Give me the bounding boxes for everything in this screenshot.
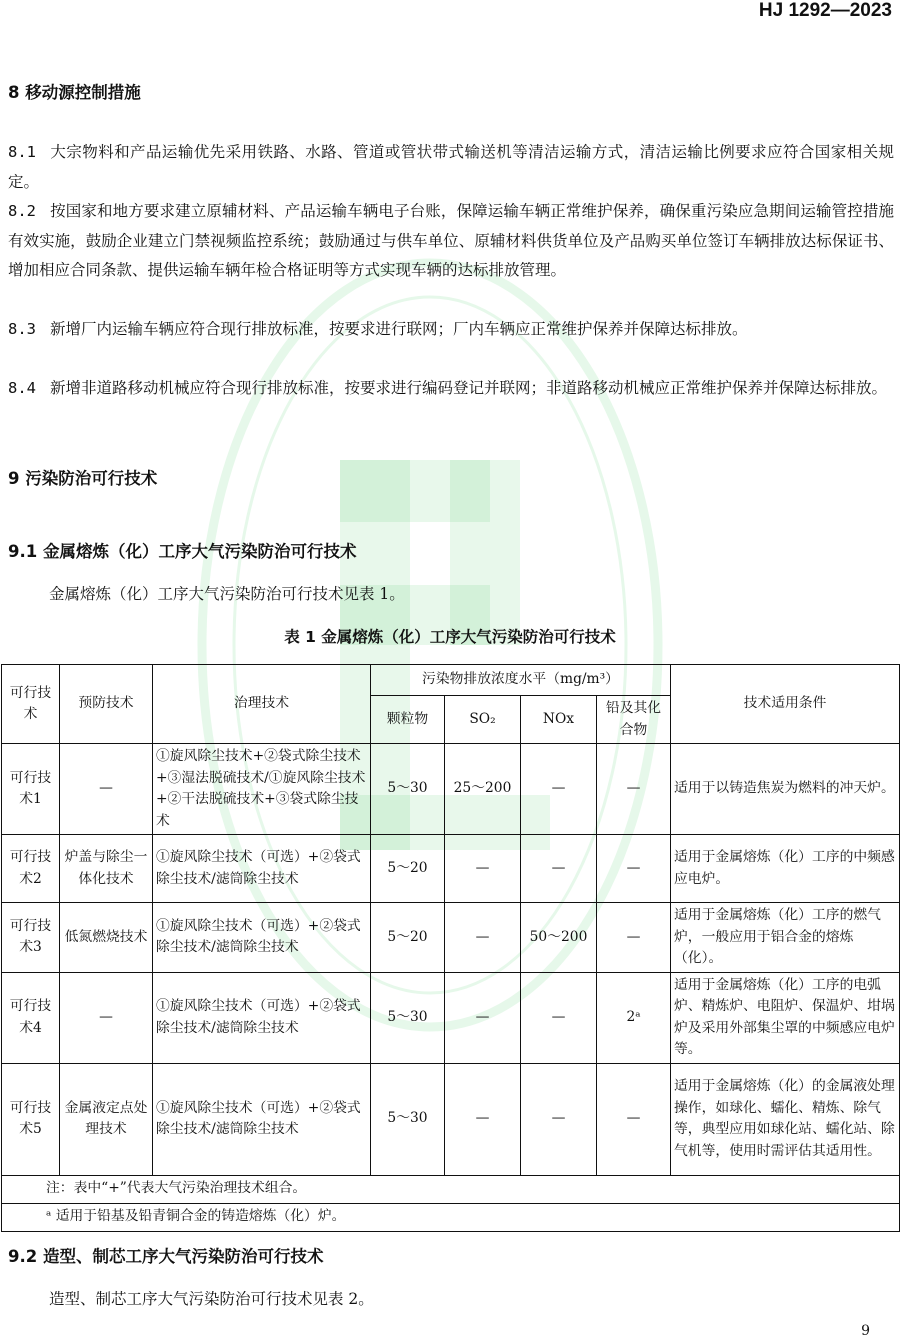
section-8-heading: 8 移动源控制措施 bbox=[8, 83, 141, 102]
table-1-caption: 表 1 金属熔炼（化）工序大气污染防治可行技术 bbox=[284, 628, 616, 646]
clause-number: 8.4 bbox=[8, 379, 36, 397]
header-so2: SO₂ bbox=[445, 696, 521, 744]
row-so2: 25～200 bbox=[445, 744, 521, 835]
row-name: 可行技术4 bbox=[2, 972, 60, 1063]
header-lead: 铅及其化合物 bbox=[597, 696, 671, 744]
table-note: 注：表中“+”代表大气污染治理技术组合。 bbox=[2, 1175, 900, 1203]
clause-text: 新增厂内运输车辆应符合现行排放标准，按要求进行联网；厂内车辆应正常维护保养并保障达标排放。 bbox=[50, 320, 748, 338]
table-header-row bbox=[2, 665, 900, 696]
row-so2: — bbox=[445, 972, 521, 1063]
row-conditions: 适用于金属熔炼（化）工序的电弧炉、精炼炉、电阻炉、保温炉、坩埚炉及采用外部集尘罩的中频感应电炉等。 bbox=[671, 972, 900, 1063]
row-nox: — bbox=[521, 972, 597, 1063]
clause-8-2 bbox=[8, 197, 894, 286]
clause-text: 大宗物料和产品运输优先采用铁路、水路、管道或管状带式输送机等清洁运输方式，清洁运输比例要求应符合国家相关规定。 bbox=[8, 143, 894, 191]
table-note-row bbox=[2, 1175, 900, 1203]
row-nox: — bbox=[521, 1063, 597, 1175]
header-particulate: 颗粒物 bbox=[371, 696, 445, 744]
row-particulate: 5～30 bbox=[371, 744, 445, 835]
row-prevention: 金属液定点处理技术 bbox=[60, 1063, 153, 1175]
clause-number: 8.3 bbox=[8, 320, 36, 338]
clause-number: 8.1 bbox=[8, 143, 36, 161]
header-applicable-conditions: 技术适用条件 bbox=[671, 665, 900, 744]
row-so2: — bbox=[445, 1063, 521, 1175]
page-number: 9 bbox=[861, 1323, 870, 1339]
row-particulate: 5～30 bbox=[371, 1063, 445, 1175]
table-row bbox=[2, 835, 900, 903]
section-9-1-intro: 金属熔炼（化）工序大气污染防治可行技术见表 1。 bbox=[49, 585, 405, 603]
table-footnote-row bbox=[2, 1203, 900, 1231]
row-name: 可行技术2 bbox=[2, 835, 60, 903]
row-treatment: ①旋风除尘技术+②袋式除尘技术+③湿法脱硫技术/①旋风除尘技术+②干法脱硫技术+③袋式除尘技术 bbox=[153, 744, 371, 835]
row-lead: — bbox=[597, 1063, 671, 1175]
section-9-2-intro: 造型、制芯工序大气污染防治可行技术见表 2。 bbox=[49, 1290, 374, 1308]
row-lead: — bbox=[597, 903, 671, 973]
row-conditions: 适用于金属熔炼（化）的金属液处理操作，如球化、蠕化、精炼、除气等，典型应用如球化站、蠕化站、除气机等，使用时需评估其适用性。 bbox=[671, 1063, 900, 1175]
row-particulate: 5～30 bbox=[371, 972, 445, 1063]
row-prevention: — bbox=[60, 972, 153, 1063]
header-feasible-tech: 可行技术 bbox=[2, 665, 60, 744]
table-1 bbox=[1, 664, 900, 1232]
clause-8-3 bbox=[8, 315, 894, 345]
row-nox: — bbox=[521, 744, 597, 835]
row-nox: 50～200 bbox=[521, 903, 597, 973]
row-lead: — bbox=[597, 835, 671, 903]
row-conditions: 适用于金属熔炼（化）工序的燃气炉，一般应用于铝合金的熔炼（化）。 bbox=[671, 903, 900, 973]
row-treatment: ①旋风除尘技术（可选）+②袋式除尘技术/滤筒除尘技术 bbox=[153, 1063, 371, 1175]
row-nox: — bbox=[521, 835, 597, 903]
clause-text: 按国家和地方要求建立原辅材料、产品运输车辆电子台账，保障运输车辆正常维护保养，确保重污染应急期间运输管控措施有效实施，鼓励企业建立门禁视频监控系统；鼓励通过与供车单位、原辅材料供货单位及产品购买单位签订车辆排放达标保证书、增加相应合同条款、提供运输车辆年检合格证明等方式实现车辆的达标排放管理。 bbox=[8, 202, 894, 279]
document-code: HJ 1292—2023 bbox=[758, 0, 892, 21]
clause-8-4 bbox=[8, 374, 894, 404]
section-9-heading: 9 污染防治可行技术 bbox=[8, 469, 158, 488]
header-nox: NOx bbox=[521, 696, 597, 744]
row-treatment: ①旋风除尘技术（可选）+②袋式除尘技术/滤筒除尘技术 bbox=[153, 903, 371, 973]
row-treatment: ①旋风除尘技术（可选）+②袋式除尘技术/滤筒除尘技术 bbox=[153, 972, 371, 1063]
row-name: 可行技术5 bbox=[2, 1063, 60, 1175]
clause-number: 8.2 bbox=[8, 202, 36, 220]
clause-text: 新增非道路移动机械应符合现行排放标准，按要求进行编码登记并联网；非道路移动机械应正常维护保养并保障达标排放。 bbox=[50, 379, 888, 397]
row-conditions: 适用于金属熔炼（化）工序的中频感应电炉。 bbox=[671, 835, 900, 903]
row-name: 可行技术1 bbox=[2, 744, 60, 835]
row-so2: — bbox=[445, 903, 521, 973]
table-row bbox=[2, 903, 900, 973]
row-prevention: 炉盖与除尘一体化技术 bbox=[60, 835, 153, 903]
table-row bbox=[2, 744, 900, 835]
row-lead: — bbox=[597, 744, 671, 835]
row-lead: 2ᵃ bbox=[597, 972, 671, 1063]
section-9-1-heading: 9.1 金属熔炼（化）工序大气污染防治可行技术 bbox=[8, 542, 357, 561]
row-name: 可行技术3 bbox=[2, 903, 60, 973]
section-9-2-heading: 9.2 造型、制芯工序大气污染防治可行技术 bbox=[8, 1247, 324, 1266]
table-footnote: ᵃ 适用于铅基及铅青铜合金的铸造熔炼（化）炉。 bbox=[2, 1203, 900, 1231]
table-row bbox=[2, 1063, 900, 1175]
header-emission-level: 污染物排放浓度水平（mg/m³） bbox=[371, 665, 671, 696]
row-particulate: 5～20 bbox=[371, 835, 445, 903]
row-so2: — bbox=[445, 835, 521, 903]
row-prevention: 低氮燃烧技术 bbox=[60, 903, 153, 973]
row-treatment: ①旋风除尘技术（可选）+②袋式除尘技术/滤筒除尘技术 bbox=[153, 835, 371, 903]
table-row bbox=[2, 972, 900, 1063]
row-conditions: 适用于以铸造焦炭为燃料的冲天炉。 bbox=[671, 744, 900, 835]
clause-8-1 bbox=[8, 138, 894, 197]
row-prevention: — bbox=[60, 744, 153, 835]
header-prevention-tech: 预防技术 bbox=[60, 665, 153, 744]
row-particulate: 5～20 bbox=[371, 903, 445, 973]
header-treatment-tech: 治理技术 bbox=[153, 665, 371, 744]
